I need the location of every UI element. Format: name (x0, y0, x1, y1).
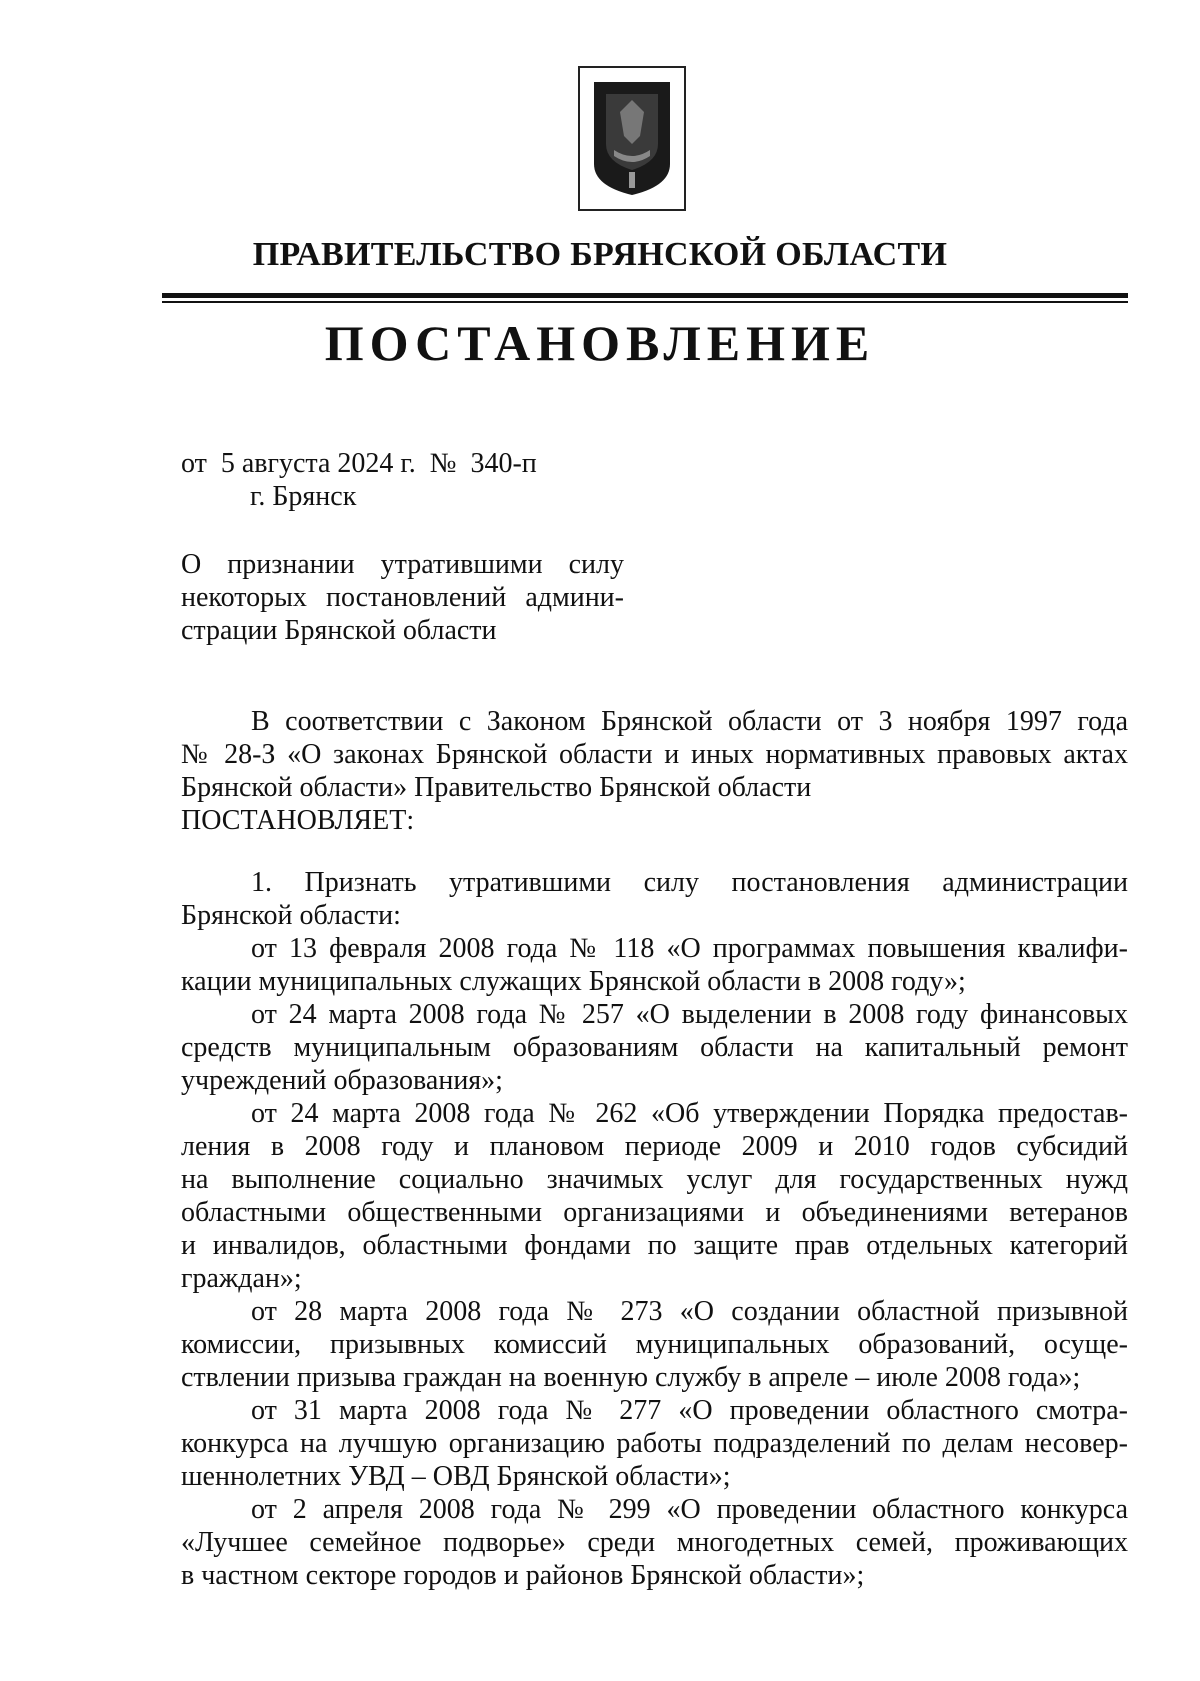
clause-line: от 24 марта 2008 года № 257 «О выделении в 2008 году финансовых (251, 999, 1128, 1030)
clause-line: комиссии, призывных комиссий муниципальных образований, осуще- (181, 1329, 1128, 1360)
clause-line: средств муниципальным образованиям области на капитальный ремонт (181, 1032, 1128, 1063)
subject-line: некоторых постановлений админи- (181, 582, 624, 613)
organization-title: ПРАВИТЕЛЬСТВО БРЯНСКОЙ ОБЛАСТИ (252, 236, 948, 273)
clause-line: от 13 февраля 2008 года № 118 «О программах повышения квалифи- (251, 933, 1128, 964)
clause-line: учреждений образования»; (181, 1065, 503, 1096)
coat-of-arms-icon (590, 78, 674, 199)
clause-line: граждан»; (181, 1263, 302, 1294)
text-line: № 28-З «О законах Брянской области и иных нормативных правовых актах (181, 739, 1128, 770)
city-line: г. Брянск (250, 481, 357, 512)
subject-line: О признании утратившими силу (181, 549, 624, 580)
clause-line: от 24 марта 2008 года № 262 «Об утверждении Порядка предостав- (251, 1098, 1128, 1129)
header-rule-thin (162, 301, 1128, 303)
subject-line: страции Брянской области (181, 615, 497, 646)
clause-line: шеннолетних УВД – ОВД Брянской области»; (181, 1461, 731, 1492)
text-line: Брянской области» Правительство Брянской области (181, 772, 812, 803)
clause-line: ления в 2008 году и плановом периоде 2009 и 2010 годов субсидий (181, 1131, 1128, 1162)
clause-line: кации муниципальных служащих Брянской области в 2008 году»; (181, 966, 966, 997)
text-line: В соответствии с Законом Брянской области от 3 ноября 1997 года (251, 706, 1128, 737)
clauses-section (181, 866, 1128, 1592)
clause-line: от 28 марта 2008 года № 273 «О создании областной призывной (251, 1296, 1128, 1327)
clause-line: «Лучшее семейное подворье» среди многодетных семей, проживающих (181, 1527, 1128, 1558)
clause-line: в частном секторе городов и районов Брянской области»; (181, 1560, 865, 1591)
preamble-paragraph (181, 705, 1128, 837)
clause-line: и инвалидов, областными фондами по защите прав отдельных категорий (181, 1230, 1128, 1261)
coat-of-arms-frame (578, 66, 686, 211)
clause-line: от 2 апреля 2008 года № 299 «О проведении областного конкурса (251, 1494, 1128, 1525)
resolves-heading: ПОСТАНОВЛЯЕТ: (181, 805, 415, 836)
clause-line: конкурса на лучшую организацию работы подразделений по делам несовер- (181, 1428, 1128, 1459)
clause-line: Брянской области: (181, 900, 401, 931)
document-type-title: ПОСТАНОВЛЕНИЕ (324, 315, 876, 371)
document-subject (181, 548, 624, 647)
header-rule-thick (162, 293, 1128, 298)
clause-line: от 31 марта 2008 года № 277 «О проведении областного смотра- (251, 1395, 1128, 1426)
clause-line: на выполнение социально значимых услуг для государственных нужд (181, 1164, 1128, 1195)
clause-line: 1. Признать утратившими силу постановления администрации (251, 867, 1128, 898)
clause-line: областными общественными организациями и объединениями ветеранов (181, 1197, 1128, 1228)
clause-line: ствлении призыва граждан на военную службу в апреле – июле 2008 года»; (181, 1362, 1081, 1393)
date-number-line: от 5 августа 2024 г. № 340-п (181, 448, 537, 479)
